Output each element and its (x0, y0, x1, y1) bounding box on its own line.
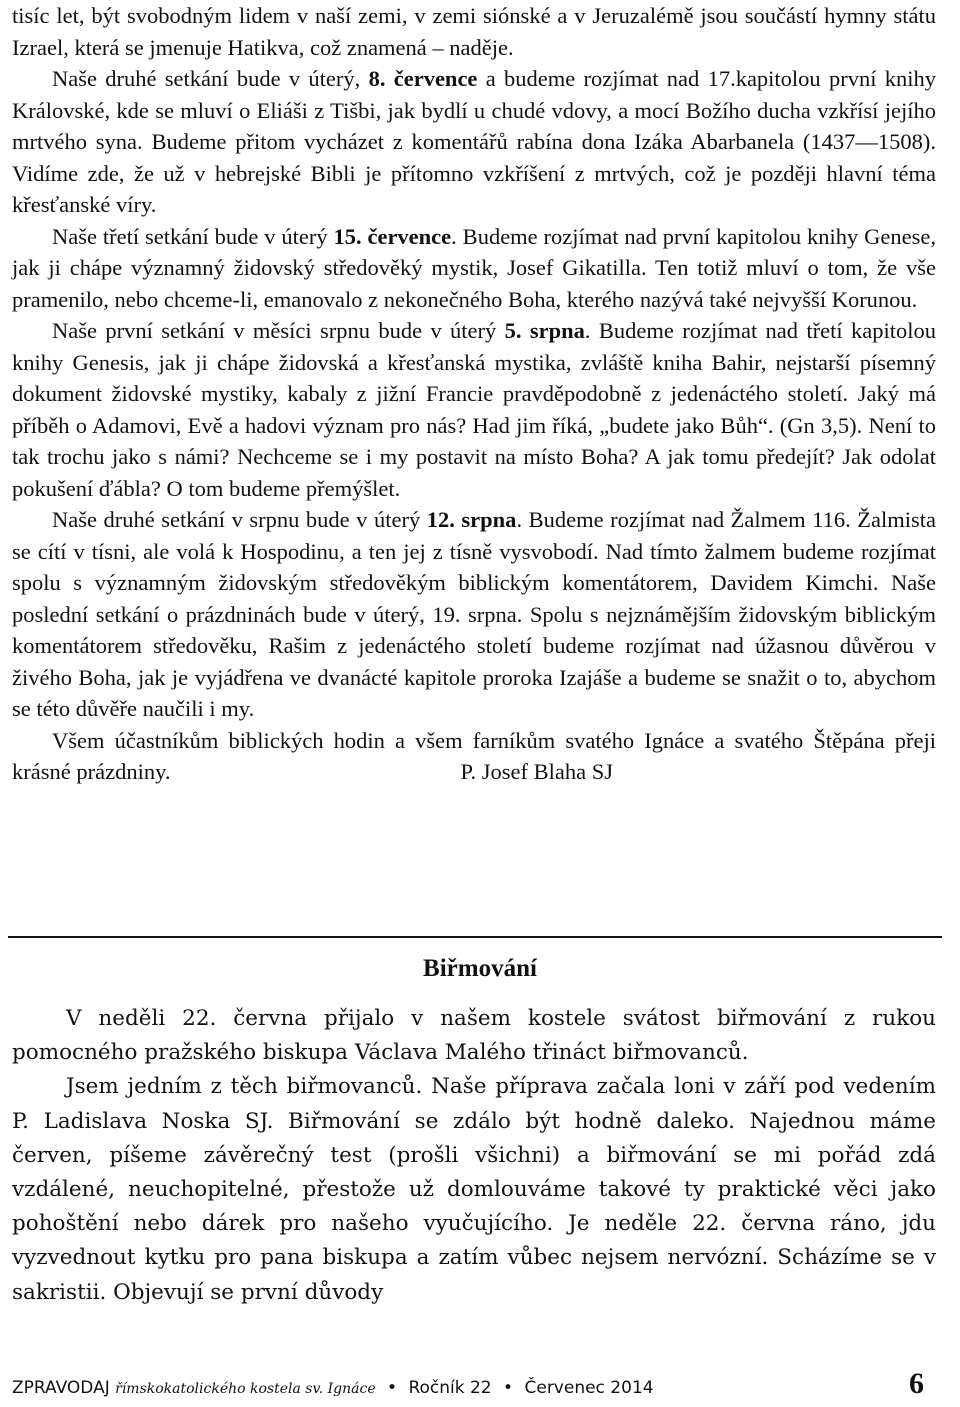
announcement-text (12, 0, 936, 788)
date-12-august: 12. srpna (426, 507, 517, 532)
date-5-august: 5. srpna (504, 318, 585, 343)
paragraph-second-meeting: Naše druhé setkání bude v úterý, 8. července a budeme rozjímat nad 17.kapitolou první knihy Královské, kde se mluví o Eliáši z Tišbi, jak bydlí u chudé vdovy, a mocí Božího ducha vzkřísí jejího mrtvého syna. Budeme přitom vycházet z komentářů rabína dona Izáka Abarbanela (1437—1508). Vidíme zde, že už v hebrejské Bibli je přítomno vzkříšení z mrtvých, což je později hlavní téma křesťanské víry. (12, 66, 937, 217)
page-number: 6 (909, 1367, 924, 1400)
paragraph-confirmation-intro: V neděli 22. června přijalo v našem kostele svátost biřmování z rukou pomocného pražského biskupa Václava Malého třináct biřmovanců. (12, 1006, 936, 1066)
paragraph-third-meeting: Naše třetí setkání bude v úterý 15. července. Budeme rozjímat nad první kapitolou knihy Genese, jak ji chápe významný židovský středověký mystik, Josef Gikatilla. Ten totiž mluví o tom, že vše pramenilo, nebo chceme-li, emanovalo z nekonečného Boha, kterého nazývá také nejvyšší Korunou. (12, 223, 936, 312)
page-footer (12, 1370, 932, 1406)
footer-issue: Červenec 2014 (524, 1378, 654, 1398)
section-heading: Biřmování (423, 955, 537, 982)
section-divider (8, 936, 942, 938)
paragraph-confirmation-story: Jsem jedním z těch biřmovanců. Naše příprava začala loni v září pod vedením P. Ladislava Noska SJ. Biřmování se zdálo být hodně daleko. Najednou máme červen, píšeme závěrečný test (prošli všichni) a biřmování se mi pořád zdá vzdálené, neuchopitelné, přestože už domlouváme takové ty praktické věci jako pohoštění nebo dárek pro našeho vyučujícího. Je neděle 22. června ráno, jdu vyzvednout kytku pro pana biskupa a zatím vůbec nejsem nervózní. Scházíme se v sakristii. Objevují se první důvody (12, 1074, 936, 1305)
footer-title: ZPRAVODAJ (12, 1378, 110, 1398)
signature: P. Josef Blaha SJ (460, 759, 613, 784)
date-8-july: 8. července (368, 66, 478, 91)
footer-bullet: • (503, 1378, 514, 1398)
date-15-july: 15. července (333, 223, 452, 249)
footer-volume: Ročník 22 (408, 1378, 492, 1398)
paragraph-august-second-meeting: Naše druhé setkání v srpnu bude v úterý 12. srpna. Budeme rozjímat nad Žalmem 116. Žalmista se cítí v tísni, ale volá k Hospodinu, a ten jej z tísně vysvobodí. Nad tímto žalmem budeme rozjímat spolu s významným židovským středověkým biblickým komentátorem, Davidem Kimchi. Naše poslední setkání o prázdninách bude v úterý, 19. srpna. Spolu s nejznámějším židovským biblickým komentátorem středověku, Rašim z jedenáctého století budeme rozjímat nad úžasnou důvěrou v živého Boha, jak je vyjádřena ve dvanácté kapitole proroka Izajáše a budeme se snažit o to, abychom se této důvěře naučili i my. (12, 507, 936, 721)
footer-bullet: • (387, 1378, 398, 1398)
paragraph-hatikva: tisíc let, být svobodným lidem v naší zemi, v zemi siónské a v Jeruzalémě jsou součástí hymny státu Izrael, která se jmenuje Hatikva, což znamená – naděje. (12, 3, 936, 60)
paragraph-august-first-meeting: Naše první setkání v měsíci srpnu bude v úterý 5. srpna. Budeme rozjímat nad třetí kapitolou knihy Genesis, jak ji chápe židovská a křesťanská mystika, zvláště kniha Bahir, nejstarší písemný dokument židovské mystiky, kabaly z jižní Francie pravděpodobně z jedenáctého století. Jaký má příběh o Adamovi, Evě a hadovi význam pro nás? Had jim říká, „budete jako Bůh“. (Gn 3,5). Není to tak trochu jako s námi? Nechceme se i my postavit na místo Boha? A jak tomu předejít? Jak odolat pokušení ďábla? O tom budeme přemýšlet. (12, 318, 936, 501)
paragraph-greeting: Všem účastníkům biblických hodin a všem farníkům svatého Ignáce a svatého Štěpána přeji krásné prázdniny. P. Josef Blaha SJ (12, 725, 936, 788)
footer-subtitle: římskokatolického kostela sv. Ignáce (115, 1381, 376, 1397)
confirmation-article (12, 1002, 936, 1310)
